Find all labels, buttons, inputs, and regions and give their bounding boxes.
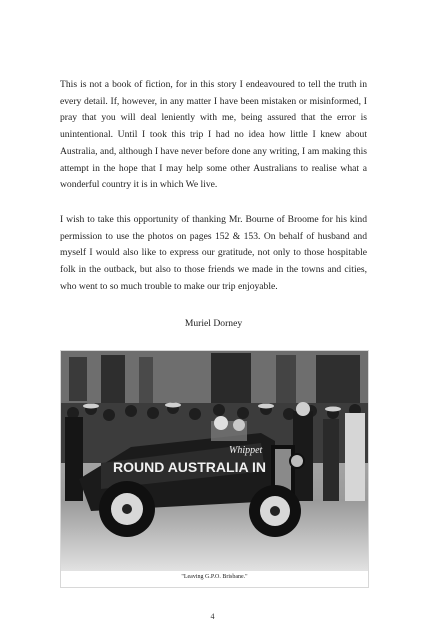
historic-photo <box>60 350 369 588</box>
photo-caption: "Leaving G.P.O. Brisbane." <box>181 574 248 580</box>
page-number: 4 <box>210 612 215 621</box>
preface-paragraph-1: This is not a book of fiction, for in this story I endeavoured to tell the truth in every detail. If, however, in any matter I have been mistaken or misinformed, I pray that you will deal leniently with me, being assured that the error is unintentional. Until I took this trip I had no idea how little I knew about Australia, and, although I have never before done any writing, I am making this attempt in the hope that I may help some other Australians to realise what a wonderful country it is in which We live. <box>60 79 367 191</box>
banner-text: ROUND AUSTRALIA IN <box>113 459 266 475</box>
car-brand-text: Whippet <box>229 445 263 456</box>
photo-image <box>61 351 368 571</box>
author-signature: Muriel Dorney <box>184 318 243 329</box>
acknowledgement-paragraph: I wish to take this opportunity of thanking Mr. Bourne of Broome for his kind permission to use the photos on pages 152 & 153. On behalf of husband and myself I would also like to express our gratitude, not only to those hospitable folk in the outback, but also to those friends we made in the towns and cities, who went to so much trouble to make our trip enjoyable. <box>60 214 367 292</box>
